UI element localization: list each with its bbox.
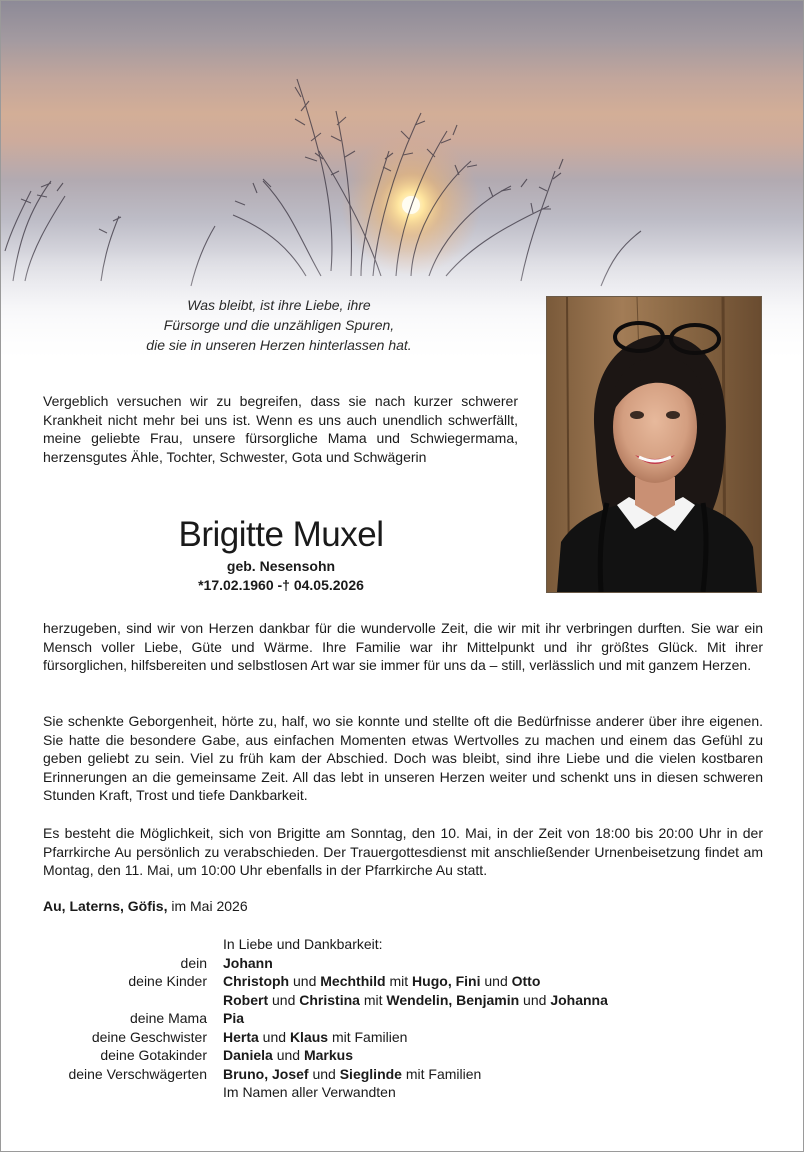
mourner-name: Mechthild <box>320 973 386 989</box>
place-date: im Mai 2026 <box>167 898 248 914</box>
mourner-role: deine Verschwägerten <box>68 1065 207 1082</box>
mourners-closing-row <box>1 1083 803 1102</box>
mourner-name: Daniela <box>223 1047 273 1063</box>
mourner-name: Johanna <box>550 991 608 1008</box>
mourner-row-children-1: deine Kinder Christoph und Mechthild mit Hugo, Fini und Otto <box>1 972 803 991</box>
birth-name: geb. Nesensohn <box>226 558 336 574</box>
paragraph-gratitude: herzugeben, sind wir von Herzen dankbar für die wundervolle Zeit, die wir mit ihr verbringen durften. Sie war ein Mensch voller Liebe, Güte und Wärme. Ihre Familie war ihr Mittelpunkt und ihr größtes Glück. Mit ihrer fürsorglichen, hilfsbereiten und selbstlosen Art war sie immer für uns da – still, verlässlich und mit ganzem Herzen. <box>43 620 763 673</box>
mourner-name: Johann <box>223 954 273 971</box>
mourner-name: Robert <box>223 991 269 1008</box>
mourner-name: Wendelin, Benjamin <box>386 991 520 1008</box>
mourner-name: Klaus <box>289 1028 329 1045</box>
mourner-name: Herta <box>223 1028 259 1045</box>
mourner-row-siblings: deine Geschwister Herta und Klaus mit Familien <box>1 1028 803 1047</box>
intro-paragraph: Vergeblich versuchen wir zu begreifen, dass sie nach kurzer schwerer Krankheit nicht mehr bei uns ist. Wenn es uns auch unendlich schwerfällt, meine geliebte Frau, unsere fürsorgliche Mama und Schwiegermama, herzensgutes Ähle, Tochter, Schwester, Gota und Schwägerin <box>43 393 518 465</box>
quote-line-2: Fürsorge und die unzähligen Spuren, <box>163 317 395 333</box>
portrait-photo <box>546 296 762 593</box>
mourner-role: dein <box>180 954 207 971</box>
mourners-closing: Im Namen aller Verwandten <box>223 1084 396 1100</box>
mourner-name: Christoph <box>223 973 290 989</box>
mourner-name: Christina <box>299 991 360 1008</box>
deceased-name: Brigitte Muxel <box>178 515 384 554</box>
life-dates: *17.02.1960 -† 04.05.2026 <box>198 577 364 593</box>
mourner-row-children-2: Robert und Christina mit Wendelin, Benjamin und Johanna <box>223 991 608 1008</box>
mourner-role: deine Mama <box>129 1010 207 1026</box>
mourners-list <box>1 935 803 1102</box>
portrait-illustration <box>547 297 761 592</box>
mourner-row-husband <box>1 954 803 973</box>
mourner-name: Bruno, Josef <box>223 1065 309 1082</box>
mourners-intro-row <box>1 935 803 954</box>
place-and-date <box>43 898 248 914</box>
mourner-row-mother <box>1 1009 803 1028</box>
place-towns: Au, Laterns, Göfis, <box>43 898 168 914</box>
mourner-name: Otto <box>511 973 541 989</box>
mourner-row-godchildren: deine Gotakinder Daniela und Markus <box>1 1046 803 1065</box>
mourners-intro: In Liebe und Dankbarkeit: <box>223 936 383 952</box>
mourner-name: Sieglinde <box>339 1065 402 1082</box>
quote-line-3: die sie in unseren Herzen hinterlassen hat. <box>146 337 412 353</box>
quote-line-1: Was bleibt, ist ihre Liebe, ihre <box>187 297 371 313</box>
mourner-role: deine Geschwister <box>91 1028 207 1045</box>
mourner-row-in-laws: deine Verschwägerten Bruno, Josef und Sieglinde mit Familien <box>1 1065 803 1084</box>
memorial-quote <box>101 295 457 355</box>
paragraph-tribute: Sie schenkte Geborgenheit, hörte zu, half, wo sie konnte und stellte oft die Bedürfnisse anderer über ihre eigenen. Sie hatte die besondere Gabe, aus einfachen Momenten etwas Wertvolles zu machen und einem das Gefühl zu geben geliebt zu sein. Viel zu früh kam der Abschied. Doch was bleibt, sind ihre Liebe und die vielen kostbaren Erinnerungen an die gemeinsame Zeit. All das lebt in unseren Herzen weiter und schenkt uns in diesen schweren Stunden Kraft, Trost und tiefe Dankbarkeit. <box>43 713 763 803</box>
mourner-role: deine Gotakinder <box>100 1047 207 1063</box>
mourner-name: Pia <box>223 1010 245 1026</box>
mourner-role: deine Kinder <box>128 973 207 989</box>
paragraph-funeral-info: Es besteht die Möglichkeit, sich von Brigitte am Sonntag, den 10. Mai, in der Zeit von 18:00 bis 20:00 Uhr in der Pfarrkirche Au persönlich zu verabschieden. Der Trauergottesdienst mit anschließender Urnenbeisetzung findet am Montag, den 11. Mai, um 10:00 Uhr ebenfalls in der Pfarrkirche Au statt. <box>43 825 763 878</box>
mourner-name: Markus <box>303 1047 353 1063</box>
mourner-name: Hugo, Fini <box>412 973 481 989</box>
